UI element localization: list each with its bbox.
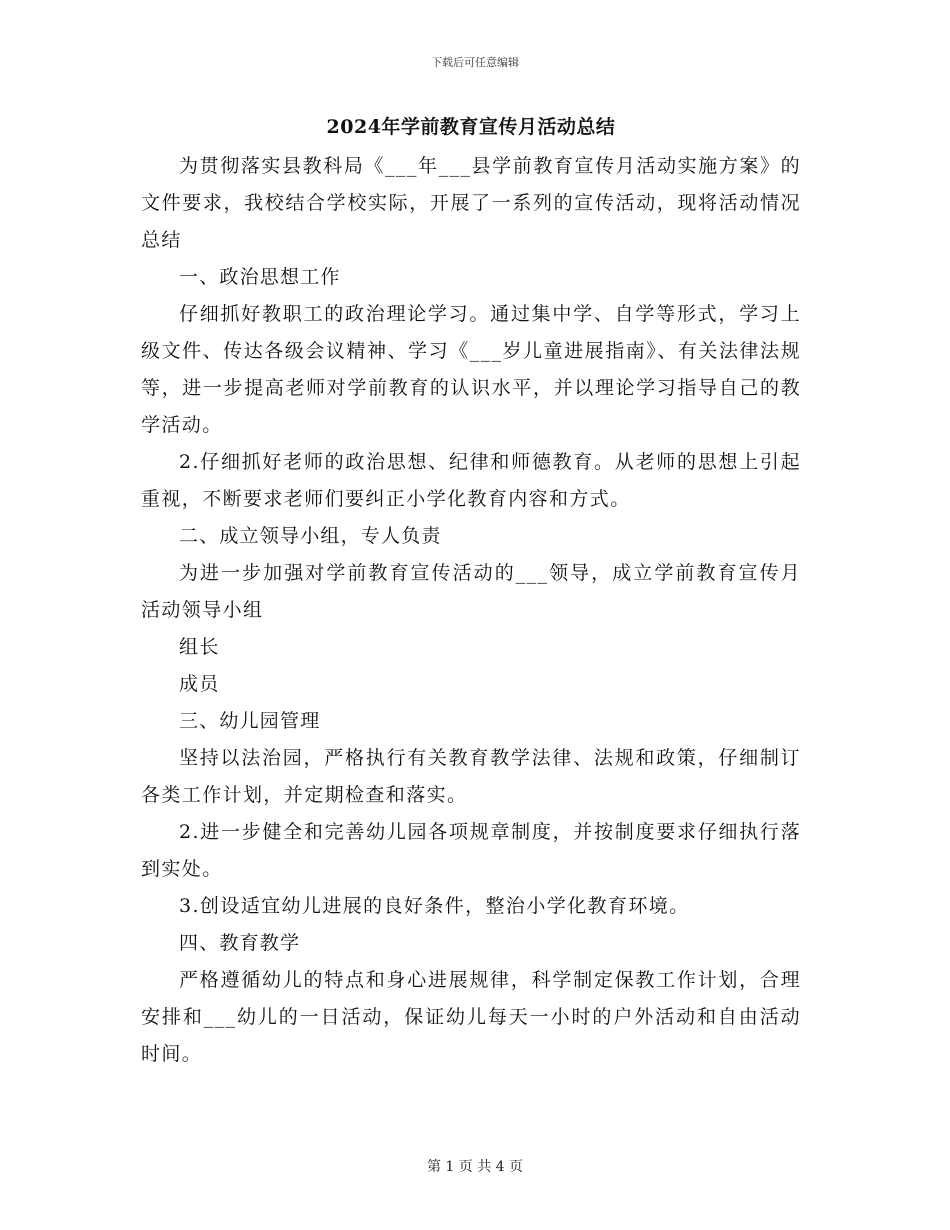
- paragraph-management-law: 坚持以法治园，严格执行有关教育教学法律、法规和政策，仔细制订各类工作计划，并定期检查和落实。: [141, 747, 801, 806]
- paragraph-leadership: 为进一步加强对学前教育宣传活动的___领导，成立学前教育宣传月活动领导小组: [141, 562, 801, 621]
- paragraph-politics-ethics: 2.仔细抓好老师的政治思想、纪律和师德教育。从老师的思想上引起重视，不断要求老师们要纠正小学化教育内容和方式。: [141, 451, 801, 510]
- section-heading-politics: 一、政治思想工作: [179, 266, 341, 288]
- paragraph-management-environment: 3.创设适宜幼儿进展的良好条件，整治小学化教育环境。: [179, 895, 690, 917]
- intro-paragraph: 为贯彻落实县教科局《___年___县学前教育宣传月活动实施方案》的文件要求，我校结合学校实际，开展了一系列的宣传活动，现将活动情况总结: [141, 155, 801, 251]
- section-heading-teaching: 四、教育教学: [179, 932, 301, 954]
- document-body: [141, 112, 801, 1073]
- leader-label: 组长: [179, 636, 220, 658]
- paragraph-politics-study: 仔细抓好教职工的政治理论学习。通过集中学、自学等形式，学习上级文件、传达各级会议精神、学习《___岁儿童进展指南》、有关法律法规等，进一步提高老师对学前教育的认识水平，并以理论学习指导自己的教学活动。: [141, 303, 801, 436]
- paragraph-teaching: 严格遵循幼儿的特点和身心进展规律，科学制定保教工作计划，合理安排和___幼儿的一日活动，保证幼儿每天一小时的户外活动和自由活动时间。: [141, 969, 801, 1065]
- document-title: 2024年学前教育宣传月活动总结: [326, 116, 616, 138]
- members-label: 成员: [179, 673, 220, 695]
- section-heading-leadership: 二、成立领导小组，专人负责: [179, 525, 442, 547]
- paragraph-management-rules: 2.进一步健全和完善幼儿园各项规章制度，并按制度要求仔细执行落到实处。: [141, 821, 801, 880]
- page-footer: 第 1 页 共 4 页: [426, 1159, 524, 1175]
- header-note: 下载后可任意编辑: [431, 56, 519, 69]
- section-heading-management: 三、幼儿园管理: [179, 710, 321, 732]
